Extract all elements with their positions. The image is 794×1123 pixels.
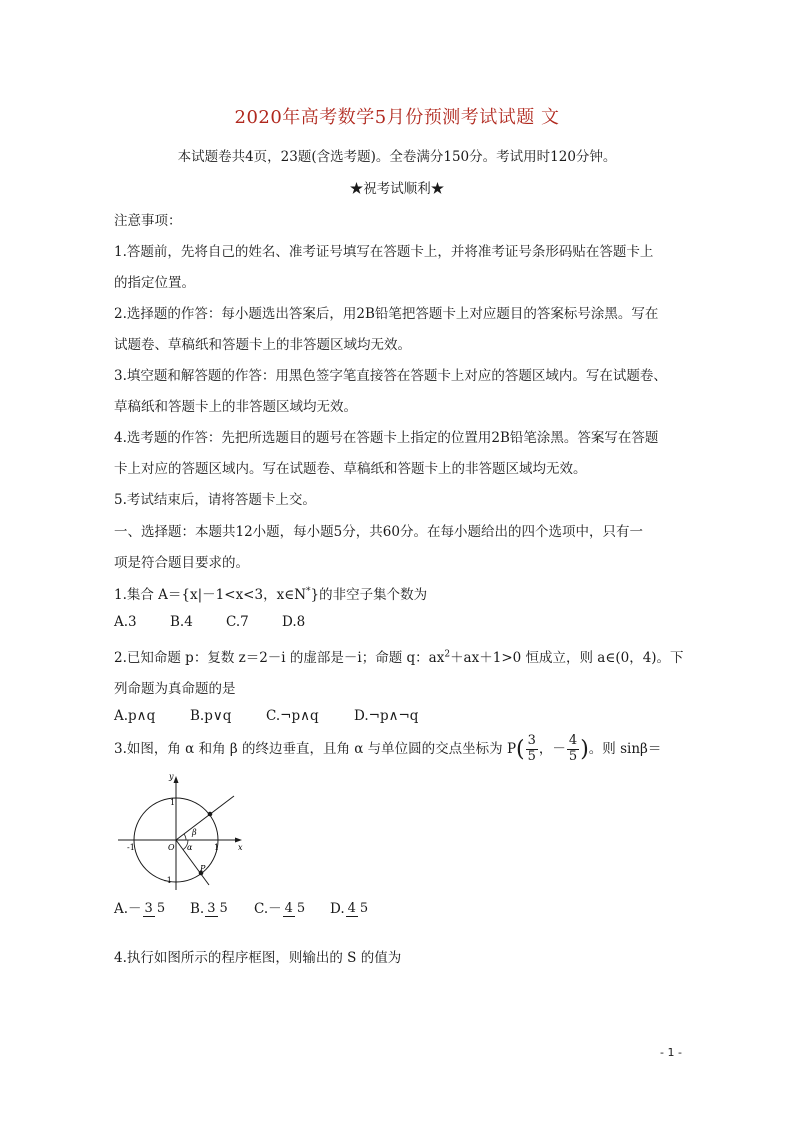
q3-options	[114, 897, 371, 917]
section-1-instructions-b: 项是符合题目要求的。	[114, 555, 249, 571]
y-axis-arrow-icon	[174, 776, 179, 783]
q3-stem: 3.如图，角 α 和角 β 的终边垂直，且角 α 与单位圆的交点坐标为 P( $\frac{3}{5}$ ，－ $\frac{4}{5}$ )。则 sinβ＝	[114, 733, 662, 764]
q1-option-b: B.4	[170, 614, 193, 630]
x-axis-label: x	[238, 843, 243, 852]
notice-item-3a: 3.填空题和解答题的作答：用黑色签字笔直接答在答题卡上对应的答题区域内。写在试题卷、	[114, 368, 667, 384]
notice-item-1a: 1.答题前，先将自己的姓名、准考证号填写在答题卡上，并将准考证号条形码贴在答题卡上	[114, 244, 654, 260]
q1-options	[114, 614, 305, 630]
unit-circle-figure	[114, 768, 250, 893]
q2-option-c: C.¬p∧q	[266, 708, 319, 724]
q3-py-fraction: $\frac{4}{5}$	[568, 733, 578, 764]
tick-label-neg-y: -1	[164, 876, 172, 885]
alpha-label: α	[187, 843, 193, 852]
q4-stem: 4.执行如图所示的程序框图，则输出的 S 的值为	[114, 950, 402, 966]
x-axis-arrow-icon	[235, 838, 242, 843]
q1-stem: 1.集合 A＝{x|－1<x<3，x∈N*}的非空子集个数为	[114, 586, 428, 603]
q3-option-d: D. 4 5	[330, 900, 369, 917]
q3-option-b: B. 3 5	[190, 900, 228, 917]
q2-options	[114, 708, 418, 724]
q2-stem-b: 列命题为真命题的是	[114, 681, 236, 697]
notice-item-1b: 的指定位置。	[114, 275, 195, 291]
page-title: 2020年高考数学5月份预测考试试题 文	[234, 107, 560, 128]
beta-arc	[184, 834, 186, 840]
q2-option-b: B.p∨q	[190, 708, 232, 724]
notice-item-4a: 4.选考题的作答：先把所选题目的题号在答题卡上指定的位置用2B铅笔涂黑。答案写在答题	[114, 430, 659, 446]
page-number: - 1 -	[660, 1046, 682, 1059]
q2-option-d: D.¬p∧¬q	[354, 708, 419, 724]
notice-heading: 注意事项：	[114, 213, 182, 229]
section-1-instructions-a: 一、选择题：本题共12小题，每小题5分，共60分。在每小题给出的四个选项中，只有一	[114, 524, 643, 540]
tick-label-pos-y: 1	[170, 798, 176, 807]
origin-label: O	[168, 843, 175, 852]
q1-option-c: C.7	[226, 614, 249, 630]
y-axis-label: y	[169, 772, 174, 781]
q3-px-fraction: $\frac{3}{5}$	[527, 733, 536, 764]
notice-item-2a: 2.选择题的作答：每小题选出答案后，用2B铅笔把答题卡上对应题目的答案标号涂黑。写在	[114, 306, 659, 322]
notice-item-3b: 草稿纸和答题卡上的非答题区域均无效。	[114, 399, 357, 415]
notice-item-2b: 试题卷、草稿纸和答题卡上的非答题区域均无效。	[114, 337, 411, 353]
notice-item-5: 5.考试结束后，请将答题卡上交。	[114, 492, 316, 508]
beta-point	[208, 812, 213, 817]
exam-info: 本试题卷共4页，23题(含选考题)。全卷满分150分。考试用时120分钟。	[177, 149, 617, 165]
beta-label: β	[192, 828, 197, 837]
beta-terminal-side	[176, 796, 234, 840]
q2-option-a: A.p∧q	[114, 708, 156, 724]
q2-stem-a: 2.已知命题 p：复数 z＝2－i 的虚部是－i；命题 q：$ax^2+ax+1>0$ 恒成立，则 a∈(0，4)。下	[114, 649, 684, 666]
q3-option-c: C.－ 4 5	[254, 900, 306, 917]
notice-item-4b: 卡上对应的答题区域内。写在试题卷、草稿纸和答题卡上的非答题区域均无效。	[114, 461, 587, 477]
q1-option-d: D.8	[282, 614, 306, 630]
good-luck-line: ★祝考试顺利★	[349, 181, 445, 197]
tick-label-pos-x: 1	[214, 843, 220, 852]
q3-option-a: A.－ 3 5	[114, 900, 166, 917]
q1-option-a: A.3	[114, 614, 137, 630]
tick-label-neg-x: -1	[127, 843, 135, 852]
p-label: P	[200, 864, 206, 873]
